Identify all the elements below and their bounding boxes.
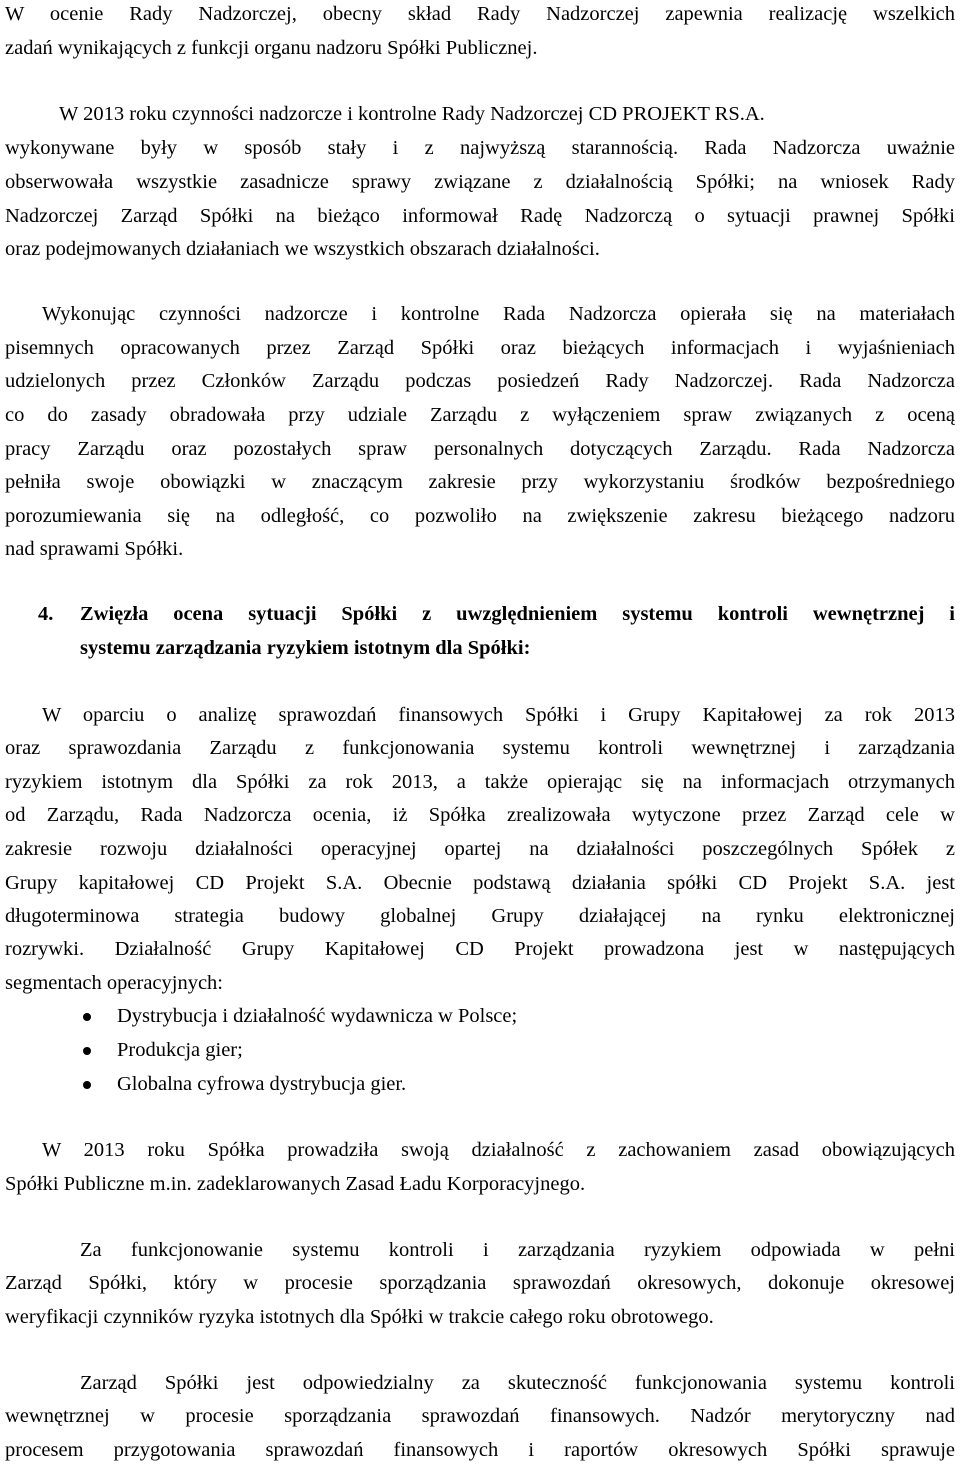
list-item-text: Produkcja gier; [117, 1039, 243, 1061]
paragraph-4-line: Grupy kapitałowej CD Projekt S.A. Obecnie podstawą działania spółki CD Projekt S.A. jest [5, 872, 955, 894]
list-item-text: Dystrybucja i działalność wydawnicza w Polsce; [117, 1005, 518, 1027]
paragraph-1-line: zadań wynikających z funkcji organu nadzoru Spółki Publicznej. [5, 37, 538, 59]
section-number: 4. [38, 603, 54, 625]
paragraph-6-line: Za funkcjonowanie systemu kontroli i zarządzania ryzykiem odpowiada w pełni [80, 1239, 955, 1261]
paragraph-3-line: pełniła swoje obowiązki w znaczącym zakresie przy wykorzystaniu środków bezpośredniego [5, 471, 955, 493]
paragraph-3-line: udzielonych przez Członków Zarządu podczas posiedzeń Rady Nadzorczej. Rada Nadzorcza [5, 370, 955, 392]
paragraph-2-line: oraz podejmowanych działaniach we wszystkich obszarach działalności. [5, 238, 600, 260]
paragraph-3-line: Wykonując czynności nadzorcze i kontrolne Rada Nadzorcza opierała się na materiałach [42, 303, 955, 325]
list-item-text: Globalna cyfrowa dystrybucja gier. [117, 1073, 407, 1095]
paragraph-5-line: Spółki Publiczne m.in. zadeklarowanych Zasad Ładu Korporacyjnego. [5, 1173, 586, 1195]
paragraph-3-line: co do zasady obradowała przy udziale Zarządu z wyłączeniem spraw związanych z oceną [5, 404, 955, 426]
paragraph-2-line: wykonywane były w sposób stały i z najwyższą starannością. Rada Nadzorcza uważnie [5, 137, 955, 159]
paragraph-3-line: pisemnych opracowanych przez Zarząd Spółki oraz bieżących informacjach i wyjaśnieniach [5, 337, 955, 359]
paragraph-2-line: W 2013 roku czynności nadzorcze i kontrolne Rady Nadzorczej CD PROJEKT RS.A. [59, 103, 765, 125]
paragraph-4-line: W oparciu o analizę sprawozdań finansowych Spółki i Grupy Kapitałowej za rok 2013 [42, 704, 955, 726]
paragraph-4-line: oraz sprawozdania Zarządu z funkcjonowania systemu kontroli wewnętrznej i zarządzania [5, 737, 955, 759]
paragraph-4-line: ryzykiem istotnym dla Spółki za rok 2013, a także opierając się na informacjach otrzymanych [5, 771, 955, 793]
bullet-icon [83, 1081, 91, 1089]
paragraph-7-line: procesem przygotowania sprawozdań finansowych i raportów okresowych Spółki sprawuje [5, 1439, 955, 1461]
paragraph-4-line: segmentach operacyjnych: [5, 972, 224, 994]
paragraph-6-line: Zarząd Spółki, który w procesie sporządzania sprawozdań okresowych, dokonuje okresowej [5, 1272, 955, 1294]
paragraph-3-line: porozumiewania się na odległość, co pozwoliło na zwiększenie zakresu bieżącego nadzoru [5, 505, 955, 527]
paragraph-6-line: weryfikacji czynników ryzyka istotnych dla Spółki w trakcie całego roku obrotowego. [5, 1306, 714, 1328]
bullet-icon [83, 1047, 91, 1055]
paragraph-2-line: Nadzorczej Zarząd Spółki na bieżąco informował Radę Nadzorczą o sytuacji prawnej Spółki [5, 205, 955, 227]
paragraph-3-line: nad sprawami Spółki. [5, 538, 184, 560]
paragraph-4-line: długoterminowa strategia budowy globalnej Grupy działającej na rynku elektronicznej [5, 905, 955, 927]
paragraph-1-line: W ocenie Rady Nadzorczej, obecny skład Rady Nadzorczej zapewnia realizację wszelkich [5, 3, 955, 25]
paragraph-2-line: obserwowała wszystkie zasadnicze sprawy związane z działalnością Spółki; na wniosek Rady [5, 171, 955, 193]
paragraph-3-line: pracy Zarządu oraz pozostałych spraw personalnych dotyczących Zarządu. Rada Nadzorcza [5, 438, 955, 460]
paragraph-5-line: W 2013 roku Spółka prowadziła swoją działalność z zachowaniem zasad obowiązujących [42, 1139, 955, 1161]
bullet-icon [83, 1013, 91, 1021]
paragraph-7-line: wewnętrznej w procesie sporządzania sprawozdań finansowych. Nadzór merytoryczny nad [5, 1405, 955, 1427]
paragraph-7-line: Zarząd Spółki jest odpowiedzialny za skuteczność funkcjonowania systemu kontroli [80, 1372, 955, 1394]
paragraph-4-line: zakresie rozwoju działalności operacyjnej opartej na działalności poszczególnych Spółek z [5, 838, 955, 860]
section-title-line: systemu zarządzania ryzykiem istotnym dla Spółki: [80, 637, 531, 659]
section-title-line: Zwięzła ocena sytuacji Spółki z uwzględnieniem systemu kontroli wewnętrznej i [80, 603, 955, 625]
paragraph-4-line: rozrywki. Działalność Grupy Kapitałowej CD Projekt prowadzona jest w następujących [5, 938, 955, 960]
paragraph-4-line: od Zarządu, Rada Nadzorcza ocenia, iż Spółka zrealizowała wytyczone przez Zarząd cele w [5, 804, 955, 826]
